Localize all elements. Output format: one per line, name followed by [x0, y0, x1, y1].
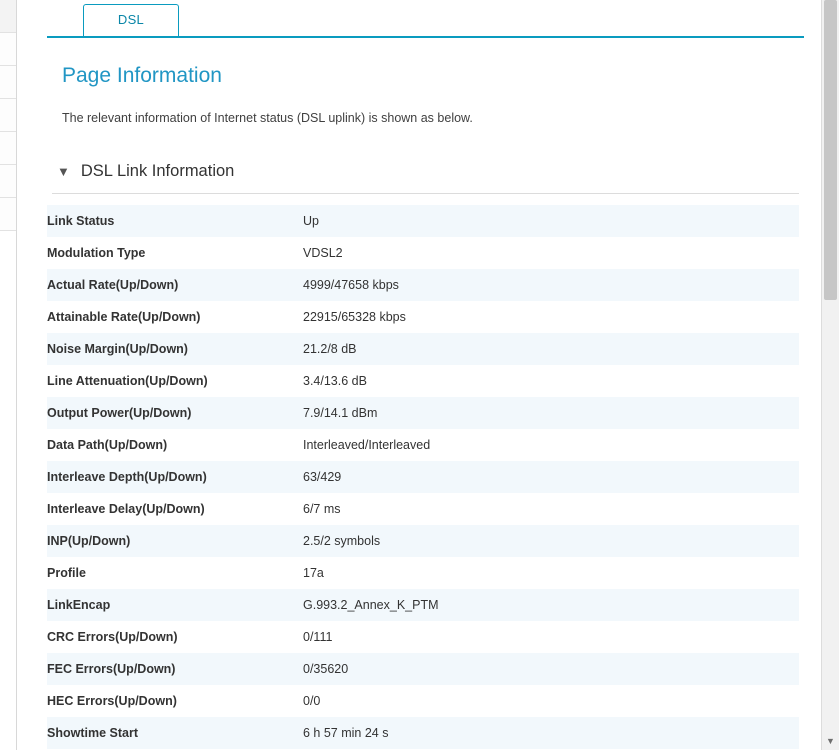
row-value: Up — [303, 214, 319, 228]
row-value: 0/111 — [303, 630, 333, 644]
row-value: 22915/65328 kbps — [303, 310, 406, 324]
table-row — [47, 269, 799, 301]
table-row — [47, 333, 799, 365]
content-inner — [17, 64, 821, 749]
sidebar-stub-item[interactable] — [0, 33, 16, 66]
row-value: G.993.2_Annex_K_PTM — [303, 598, 439, 612]
row-label: Interleave Depth(Up/Down) — [47, 470, 207, 484]
table-body — [47, 205, 799, 749]
table-row — [47, 557, 799, 589]
table-row — [47, 365, 799, 397]
row-label: FEC Errors(Up/Down) — [47, 662, 176, 676]
row-value: Interleaved/Interleaved — [303, 438, 431, 452]
main-content — [17, 0, 821, 750]
scrollbar-thumb[interactable] — [824, 0, 837, 300]
sidebar-stub-item[interactable] — [0, 0, 16, 33]
table-row — [47, 301, 799, 333]
table-row — [47, 621, 799, 653]
table-row — [47, 589, 799, 621]
row-label: Actual Rate(Up/Down) — [47, 278, 179, 292]
row-label: Profile — [47, 566, 86, 580]
sidebar-stub-item[interactable] — [0, 198, 16, 231]
page-description: The relevant information of Internet status (DSL uplink) is shown as below. — [62, 111, 473, 125]
row-value: 2.5/2 symbols — [303, 534, 381, 548]
row-label: Line Attenuation(Up/Down) — [47, 374, 208, 388]
row-label: Output Power(Up/Down) — [47, 406, 192, 420]
sidebar-stub-item[interactable] — [0, 99, 16, 132]
table-row — [47, 685, 799, 717]
row-label: CRC Errors(Up/Down) — [47, 630, 178, 644]
row-value: 21.2/8 dB — [303, 342, 357, 356]
tab-strip — [47, 0, 804, 38]
row-label: Interleave Delay(Up/Down) — [47, 502, 205, 516]
row-label: Data Path(Up/Down) — [47, 438, 168, 452]
sidebar-stub-item[interactable] — [0, 165, 16, 198]
page-scrollbar[interactable] — [821, 0, 839, 750]
row-value: 3.4/13.6 dB — [303, 374, 367, 388]
section-title: DSL Link Information — [80, 162, 235, 180]
dsl-link-information-table — [47, 205, 799, 749]
row-value: 63/429 — [303, 470, 342, 484]
table-row — [47, 397, 799, 429]
row-label: Link Status — [47, 214, 115, 228]
tab-dsl[interactable]: DSL — [83, 4, 179, 36]
row-label: Showtime Start — [47, 726, 138, 740]
sidebar-stub[interactable] — [0, 0, 17, 750]
table-row — [47, 429, 799, 461]
row-label: Modulation Type — [47, 246, 146, 260]
row-value: 0/35620 — [303, 662, 349, 676]
table-row — [47, 237, 799, 269]
table-row — [47, 653, 799, 685]
row-value: 17a — [303, 566, 324, 580]
row-value: 0/0 — [303, 694, 321, 708]
table-row — [47, 205, 799, 237]
row-label: Attainable Rate(Up/Down) — [47, 310, 201, 324]
section-header-dsl-link-information[interactable] — [52, 162, 799, 194]
scroll-down-arrow-icon[interactable]: ▼ — [826, 736, 835, 746]
table-row — [47, 493, 799, 525]
sidebar-stub-item[interactable] — [0, 132, 16, 165]
table-row — [47, 525, 799, 557]
row-value: 7.9/14.1 dBm — [303, 406, 378, 420]
row-value: 6/7 ms — [303, 502, 341, 516]
sidebar-stub-item[interactable] — [0, 66, 16, 99]
row-value: 4999/47658 kbps — [303, 278, 399, 292]
row-label: INP(Up/Down) — [47, 534, 131, 548]
row-value: VDSL2 — [303, 246, 343, 260]
chevron-down-icon[interactable]: ▼ — [57, 164, 70, 179]
table-row — [47, 717, 799, 749]
row-value: 6 h 57 min 24 s — [303, 726, 389, 740]
row-label: HEC Errors(Up/Down) — [47, 694, 177, 708]
row-label: LinkEncap — [47, 598, 111, 612]
table-row — [47, 461, 799, 493]
row-label: Noise Margin(Up/Down) — [47, 342, 188, 356]
page-title: Page Information — [62, 64, 222, 87]
